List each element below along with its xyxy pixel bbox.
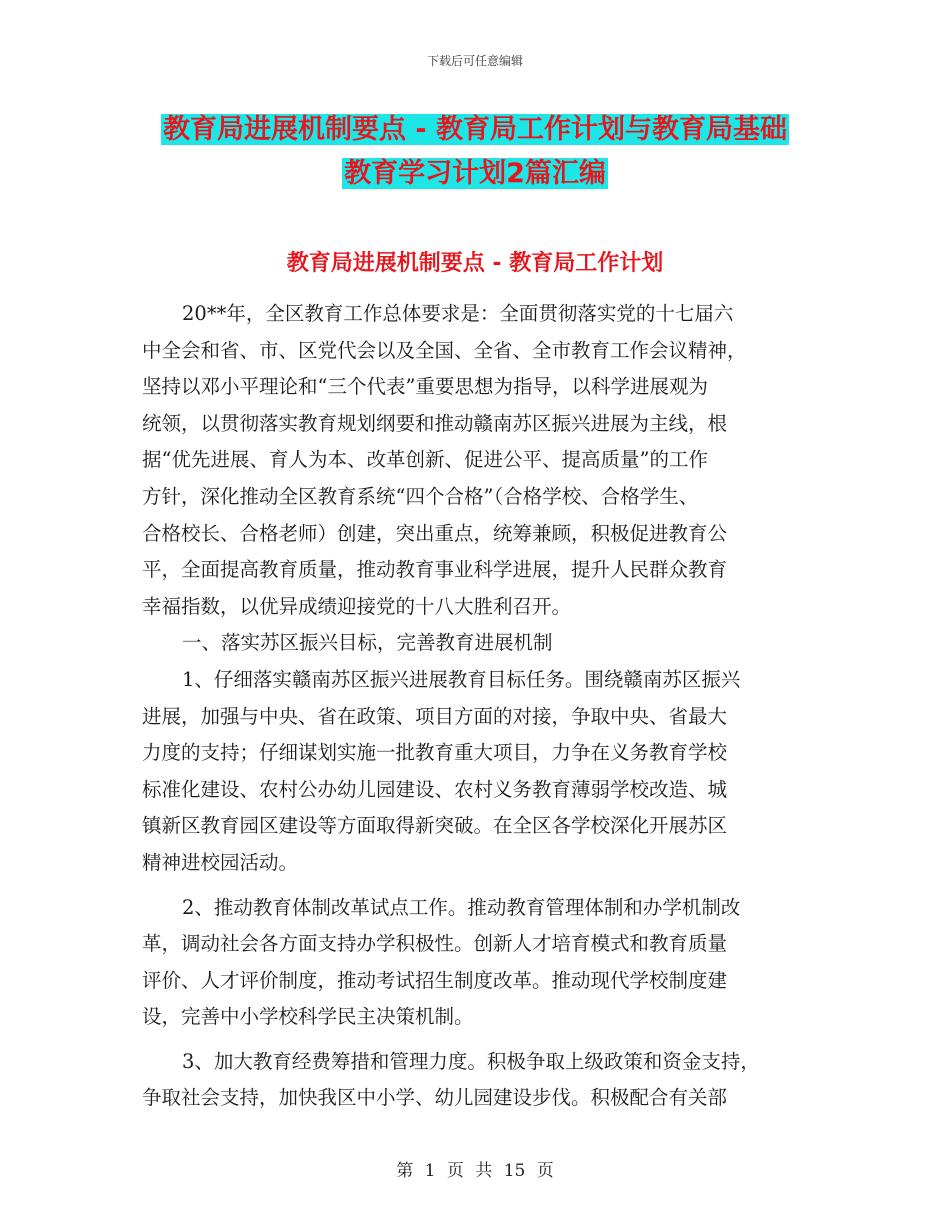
paragraph-line: 设，完善中小学校科学民主决策机制。 [142, 1005, 474, 1029]
paragraph-line: 中全会和省、市、区党代会以及全国、全省、全市教育工作会议精神， [142, 338, 747, 362]
section-heading: 一、落实苏区振兴目标，完善教育进展机制 [182, 631, 553, 655]
paragraph-line: 争取社会支持，加快我区中小学、幼儿园建设步伐。积极配合有关部 [142, 1086, 728, 1110]
title-highlight: 教育局进展机制要点 - 教育局工作计划与教育局基础 [162, 114, 787, 145]
paragraph-line: 2、推动教育体制改革试点工作。推动教育管理体制和办学机制改 [182, 895, 741, 919]
paragraph-line: 坚持以邓小平理论和“三个代表”重要思想为指导，以科学进展观为 [142, 375, 708, 399]
paragraph-line: 平，全面提高教育质量，推动教育事业科学进展，提升人民群众教育 [142, 558, 728, 582]
document-title-line-2 [0, 156, 950, 192]
document-body [142, 296, 812, 1117]
paragraph-line: 镇新区教育园区建设等方面取得新突破。在全区各学校深化开展苏区 [142, 814, 728, 838]
document-title-line-1 [0, 112, 950, 148]
paragraph-line: 幸福指数，以优异成绩迎接党的十八大胜利召开。 [142, 594, 572, 618]
paragraph-line: 精神进校园活动。 [142, 850, 299, 874]
section-subtitle: 教育局进展机制要点 - 教育局工作计划 [286, 251, 664, 276]
paragraph-line: 1、仔细落实赣南苏区振兴进展教育目标任务。围绕赣南苏区振兴 [182, 667, 741, 691]
paragraph-line: 统领，以贯彻落实教育规划纲要和推动赣南苏区振兴进展为主线，根 [142, 411, 728, 435]
paragraph-line: 据“优先进展、育人为本、改革创新、促进公平、提高质量”的工作 [142, 448, 708, 472]
paragraph-line: 20**年，全区教育工作总体要求是：全面贯彻落实党的十七届六 [182, 302, 734, 325]
paragraph-line: 力度的支持；仔细谋划实施一批教育重大项目，力争在义务教育学校 [142, 741, 728, 765]
paragraph-line: 革，调动社会各方面支持办学积极性。创新人才培育模式和教育质量 [142, 932, 728, 956]
header-note: 下载后可任意编辑 [426, 54, 523, 68]
paragraph-line: 合格校长、合格老师）创建，突出重点，统筹兼顾，积极促进教育公 [142, 521, 728, 545]
paragraph-line: 标准化建设、农村公办幼儿园建设、农村义务教育薄弱学校改造、城 [142, 777, 728, 801]
paragraph-line: 评价、人才评价制度，推动考试招生制度改革。推动现代学校制度建 [142, 968, 728, 992]
paragraph-line: 3、加大教育经费筹措和管理力度。积极争取上级政策和资金支持， [182, 1049, 760, 1073]
page-footer: 第 1 页 共 15 页 [396, 1161, 554, 1181]
paragraph-line: 进展，加强与中央、省在政策、项目方面的对接，争取中央、省最大 [142, 704, 728, 728]
title-highlight: 教育学习计划2篇汇编 [344, 158, 606, 189]
paragraph-line: 方针，深化推动全区教育系统“四个合格”（合格学校、合格学生、 [142, 484, 699, 508]
